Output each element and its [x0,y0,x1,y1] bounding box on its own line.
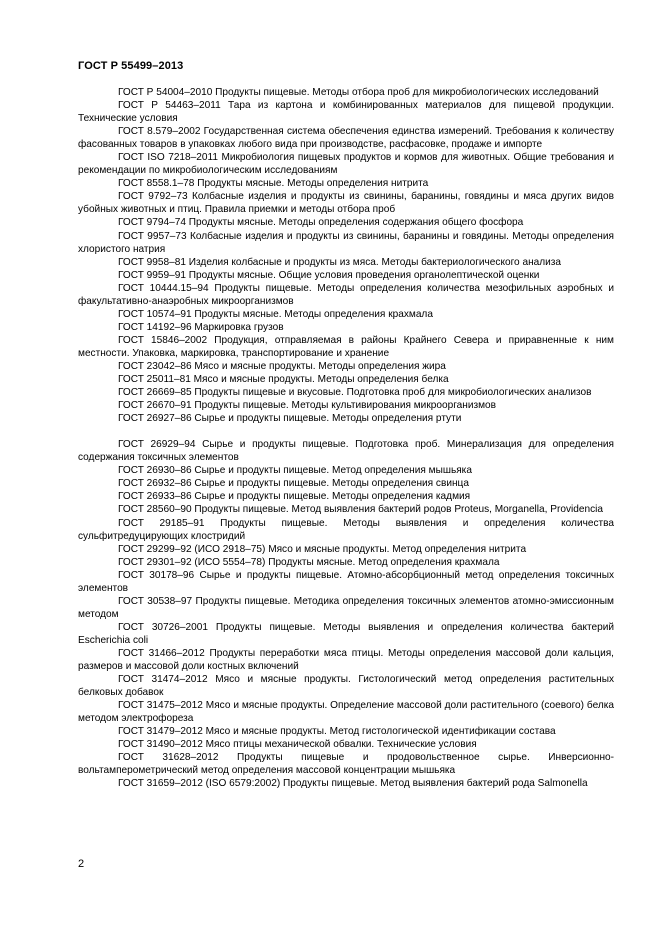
reference-item: ГОСТ 30726–2001 Продукты пищевые. Методы выявления и определения количества бактерий Escherichia coli [78,621,614,646]
reference-item: ГОСТ Р 54004–2010 Продукты пищевые. Методы отбора проб для микробиологических исследований [118,87,599,98]
page-number: 2 [78,858,85,870]
reference-item: ГОСТ 9959–91 Продукты мясные. Общие условия проведения органолептической оценки [118,269,540,281]
reference-item: ГОСТ 31479–2012 Мясо и мясные продукты. Метод гистологической идентификации состава [118,726,556,738]
reference-item: ГОСТ 30538–97 Продукты пищевые. Методика определения токсичных элементов атомно-эмиссионным методом [78,595,614,620]
reference-item: ГОСТ 9957–73 Колбасные изделия и продукты из свинины, баранины и говядины. Методы определения хлористого натрия [78,230,614,255]
reference-item: ГОСТ ISO 7218–2011 Микробиология пищевых продуктов и кормов для животных. Общие требования и рекомендации по микробиологическим исследованиям [78,152,614,177]
reference-item: ГОСТ 29185–91 Продукты пищевые. Методы выявления и определения количества сульфитредуцирующих клостридий [78,517,614,542]
reference-item: ГОСТ 31466–2012 Продукты переработки мяса птицы. Методы определения массовой доли кальция, размеров и массовой доли костных включений [78,647,614,673]
reference-item: ГОСТ 31628–2012 Продукты пищевые и продовольственное сырье. Инверсионно-вольтамперометрический метод определения массовой концентрации мышьяка [78,752,614,777]
reference-item: ГОСТ 23042–86 Мясо и мясные продукты. Методы определения жира [118,360,446,372]
reference-item: ГОСТ 31474–2012 Мясо и мясные продукты. Гистологический метод определения растительных белковых добавок [78,674,614,699]
normative-references-list [78,86,614,790]
reference-item: ГОСТ Р 54463–2011 Тара из картона и комбинированных материалов для пищевой продукции. Технические условия [78,100,614,125]
reference-item: ГОСТ 9958–81 Изделия колбасные и продукты из мяса. Методы бактериологического анализа [118,256,562,268]
reference-item: ГОСТ 26932–86 Сырье и продукты пищевые. Методы определения свинца [118,478,469,490]
reference-item: ГОСТ 26670–91 Продукты пищевые. Методы культивирования микроорганизмов [118,400,497,412]
reference-item: ГОСТ 10574–91 Продукты мясные. Методы определения крахмала [118,308,433,320]
reference-item: ГОСТ 26933–86 Сырье и продукты пищевые. Методы определения кадмия [118,491,471,503]
reference-item: ГОСТ 15846–2002 Продукция, отправляемая в районы Крайнего Севера и приравненные к ним местности. Упаковка, маркировка, транспортирование и хранение [78,334,614,359]
reference-item: ГОСТ 31490–2012 Мясо птицы механической обвалки. Технические условия [118,739,477,751]
reference-item: ГОСТ 8.579–2002 Государственная система обеспечения единства измерений. Требования к количеству фасованных товаров в упаковках любого вида при производстве, расфасовке, продаже и импорте [78,126,614,151]
reference-item: ГОСТ 8558.1–78 Продукты мясные. Методы определения нитрита [118,178,429,190]
reference-item: ГОСТ 9794–74 Продукты мясные. Методы определения содержания общего фосфора [118,217,524,229]
reference-item: ГОСТ 26930–86 Сырье и продукты пищевые. Метод определения мышьяка [118,465,472,477]
reference-item: ГОСТ 26929–94 Сырье и продукты пищевые. Подготовка проб. Минерализация для определения содержания токсичных элементов [78,439,614,464]
reference-item: ГОСТ 9792–73 Колбасные изделия и продукты из свинины, баранины, говядины и мяса других видов убойных животных и птиц. Правила приемки и методы отбора проб [78,191,614,216]
standard-header: ГОСТ Р 55499–2013 [78,60,184,72]
reference-item: ГОСТ 26927–86 Сырье и продукты пищевые. Методы определения ртути [118,413,462,425]
reference-item: ГОСТ 30178–96 Сырье и продукты пищевые. Атомно-абсорбционный метод определения токсичных элементов [78,569,614,594]
reference-item: ГОСТ 10444.15–94 Продукты пищевые. Методы определения количества мезофильных аэробных и факультативно-анаэробных микроорганизмов [78,282,614,307]
reference-item: ГОСТ 26669–85 Продукты пищевые и вкусовые. Подготовка проб для микробиологических анализов [118,387,592,399]
reference-item: ГОСТ 25011–81 Мясо и мясные продукты. Методы определения белка [118,374,449,386]
reference-item: ГОСТ 29299–92 (ИСО 2918–75) Мясо и мясные продукты. Метод определения нитрита [118,543,527,555]
reference-item: ГОСТ 29301–92 (ИСО 5554–78) Продукты мясные. Метод определения крахмала [118,556,500,568]
reference-item: ГОСТ 14192–96 Маркировка грузов [118,321,284,333]
reference-item: ГОСТ 28560–90 Продукты пищевые. Метод выявления бактерий родов Proteus, Morganella, Providencia [118,504,604,516]
reference-item: ГОСТ 31475–2012 Мясо и мясные продукты. Определение массовой доли растительного (соевого) белка методом электрофореза [78,700,614,725]
reference-item: ГОСТ 31659–2012 (ISO 6579:2002) Продукты пищевые. Метод выявления бактерий рода Salmonella [118,778,588,790]
